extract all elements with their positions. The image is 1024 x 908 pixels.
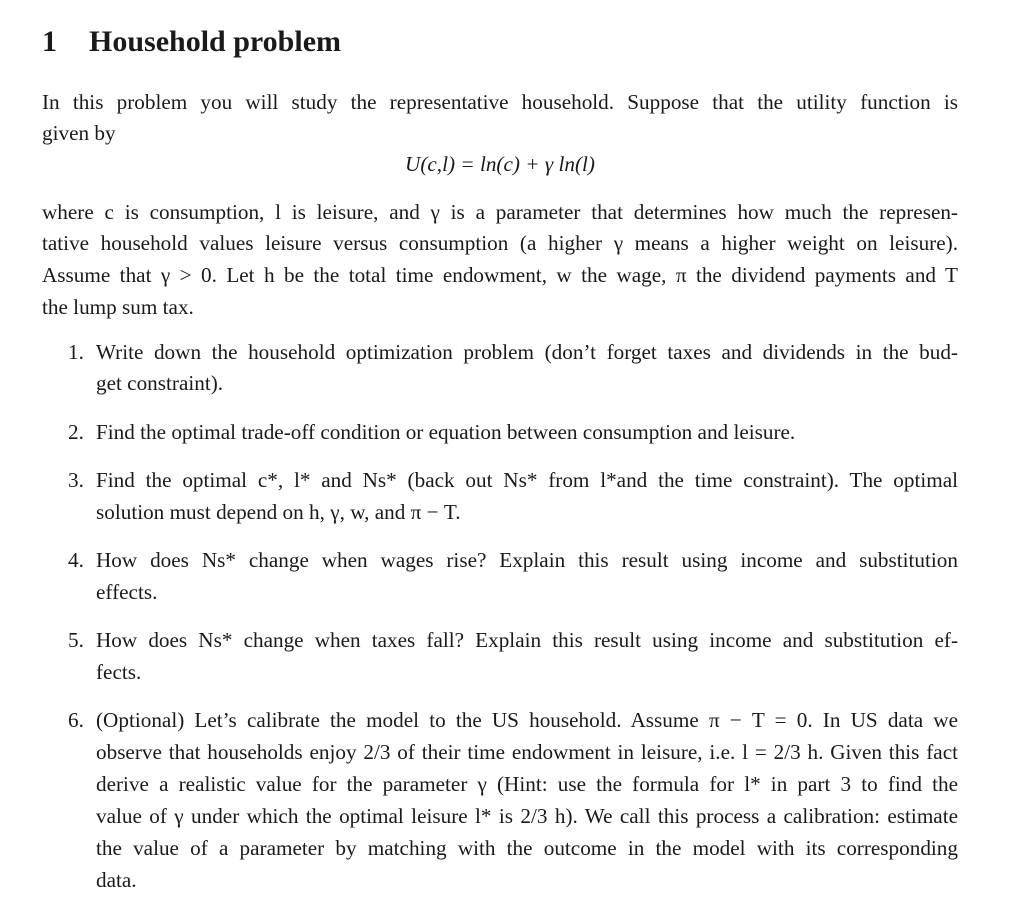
section-number: 1	[42, 25, 57, 58]
section-title: Household problem	[89, 25, 341, 58]
list-item-number: 6.	[68, 708, 84, 732]
description-line-2: tative household values leisure versus consumption (a higher γ means a higher weight on leisure).	[42, 231, 958, 255]
list-item-line: fects.	[96, 660, 142, 684]
description-line-4: the lump sum tax.	[42, 295, 194, 319]
utility-equation-text: U(c,l) = ln(c) + γ ln(l)	[405, 152, 595, 176]
list-item-line: get constraint).	[96, 371, 224, 395]
list-item-line: solution must depend on h, γ, w, and π − T.	[96, 500, 461, 524]
list-item-line: Find the optimal c*, l* and Ns* (back out Ns* from l*and the time constraint). The optimal	[96, 468, 958, 492]
list-item-number: 1.	[68, 340, 84, 364]
list-item-line: (Optional) Let’s calibrate the model to the US household. Assume π − T = 0. In US data we	[96, 708, 958, 732]
intro-line-1: In this problem you will study the representative household. Suppose that the utility function is	[42, 90, 958, 114]
list-item-line: How does Ns* change when wages rise? Explain this result using income and substitution	[96, 548, 958, 572]
list-item-number: 4.	[68, 548, 84, 572]
list-item-line: effects.	[96, 580, 158, 604]
description-line-3: Assume that γ > 0. Let h be the total time endowment, w the wage, π the dividend payments and T	[42, 263, 958, 287]
section-heading	[42, 22, 341, 62]
list-item-line: Find the optimal trade-off condition or equation between consumption and leisure.	[96, 420, 796, 444]
list-item-line: Write down the household optimization problem (don’t forget taxes and dividends in the bud-	[96, 340, 958, 364]
list-item-line: the value of a parameter by matching with the outcome in the model with its corresponding	[96, 836, 958, 860]
list-item-number: 2.	[68, 420, 84, 444]
description-line-1: where c is consumption, l is leisure, and γ is a parameter that determines how much the represen-	[42, 200, 958, 224]
list-item-number: 3.	[68, 468, 84, 492]
list-item-line: observe that households enjoy 2/3 of their time endowment in leisure, i.e. l = 2/3 h. Given this fact	[96, 740, 958, 764]
list-item-line: value of γ under which the optimal leisure l* is 2/3 h). We call this process a calibration: estimate	[96, 804, 958, 828]
list-item-line: data.	[96, 868, 137, 892]
list-item-line: How does Ns* change when taxes fall? Explain this result using income and substitution ef-	[96, 628, 958, 652]
list-item-number: 5.	[68, 628, 84, 652]
intro-line-2: given by	[42, 121, 116, 145]
utility-equation	[0, 150, 1000, 178]
list-item-line: derive a realistic value for the parameter γ (Hint: use the formula for l* in part 3 to find the	[96, 772, 958, 796]
